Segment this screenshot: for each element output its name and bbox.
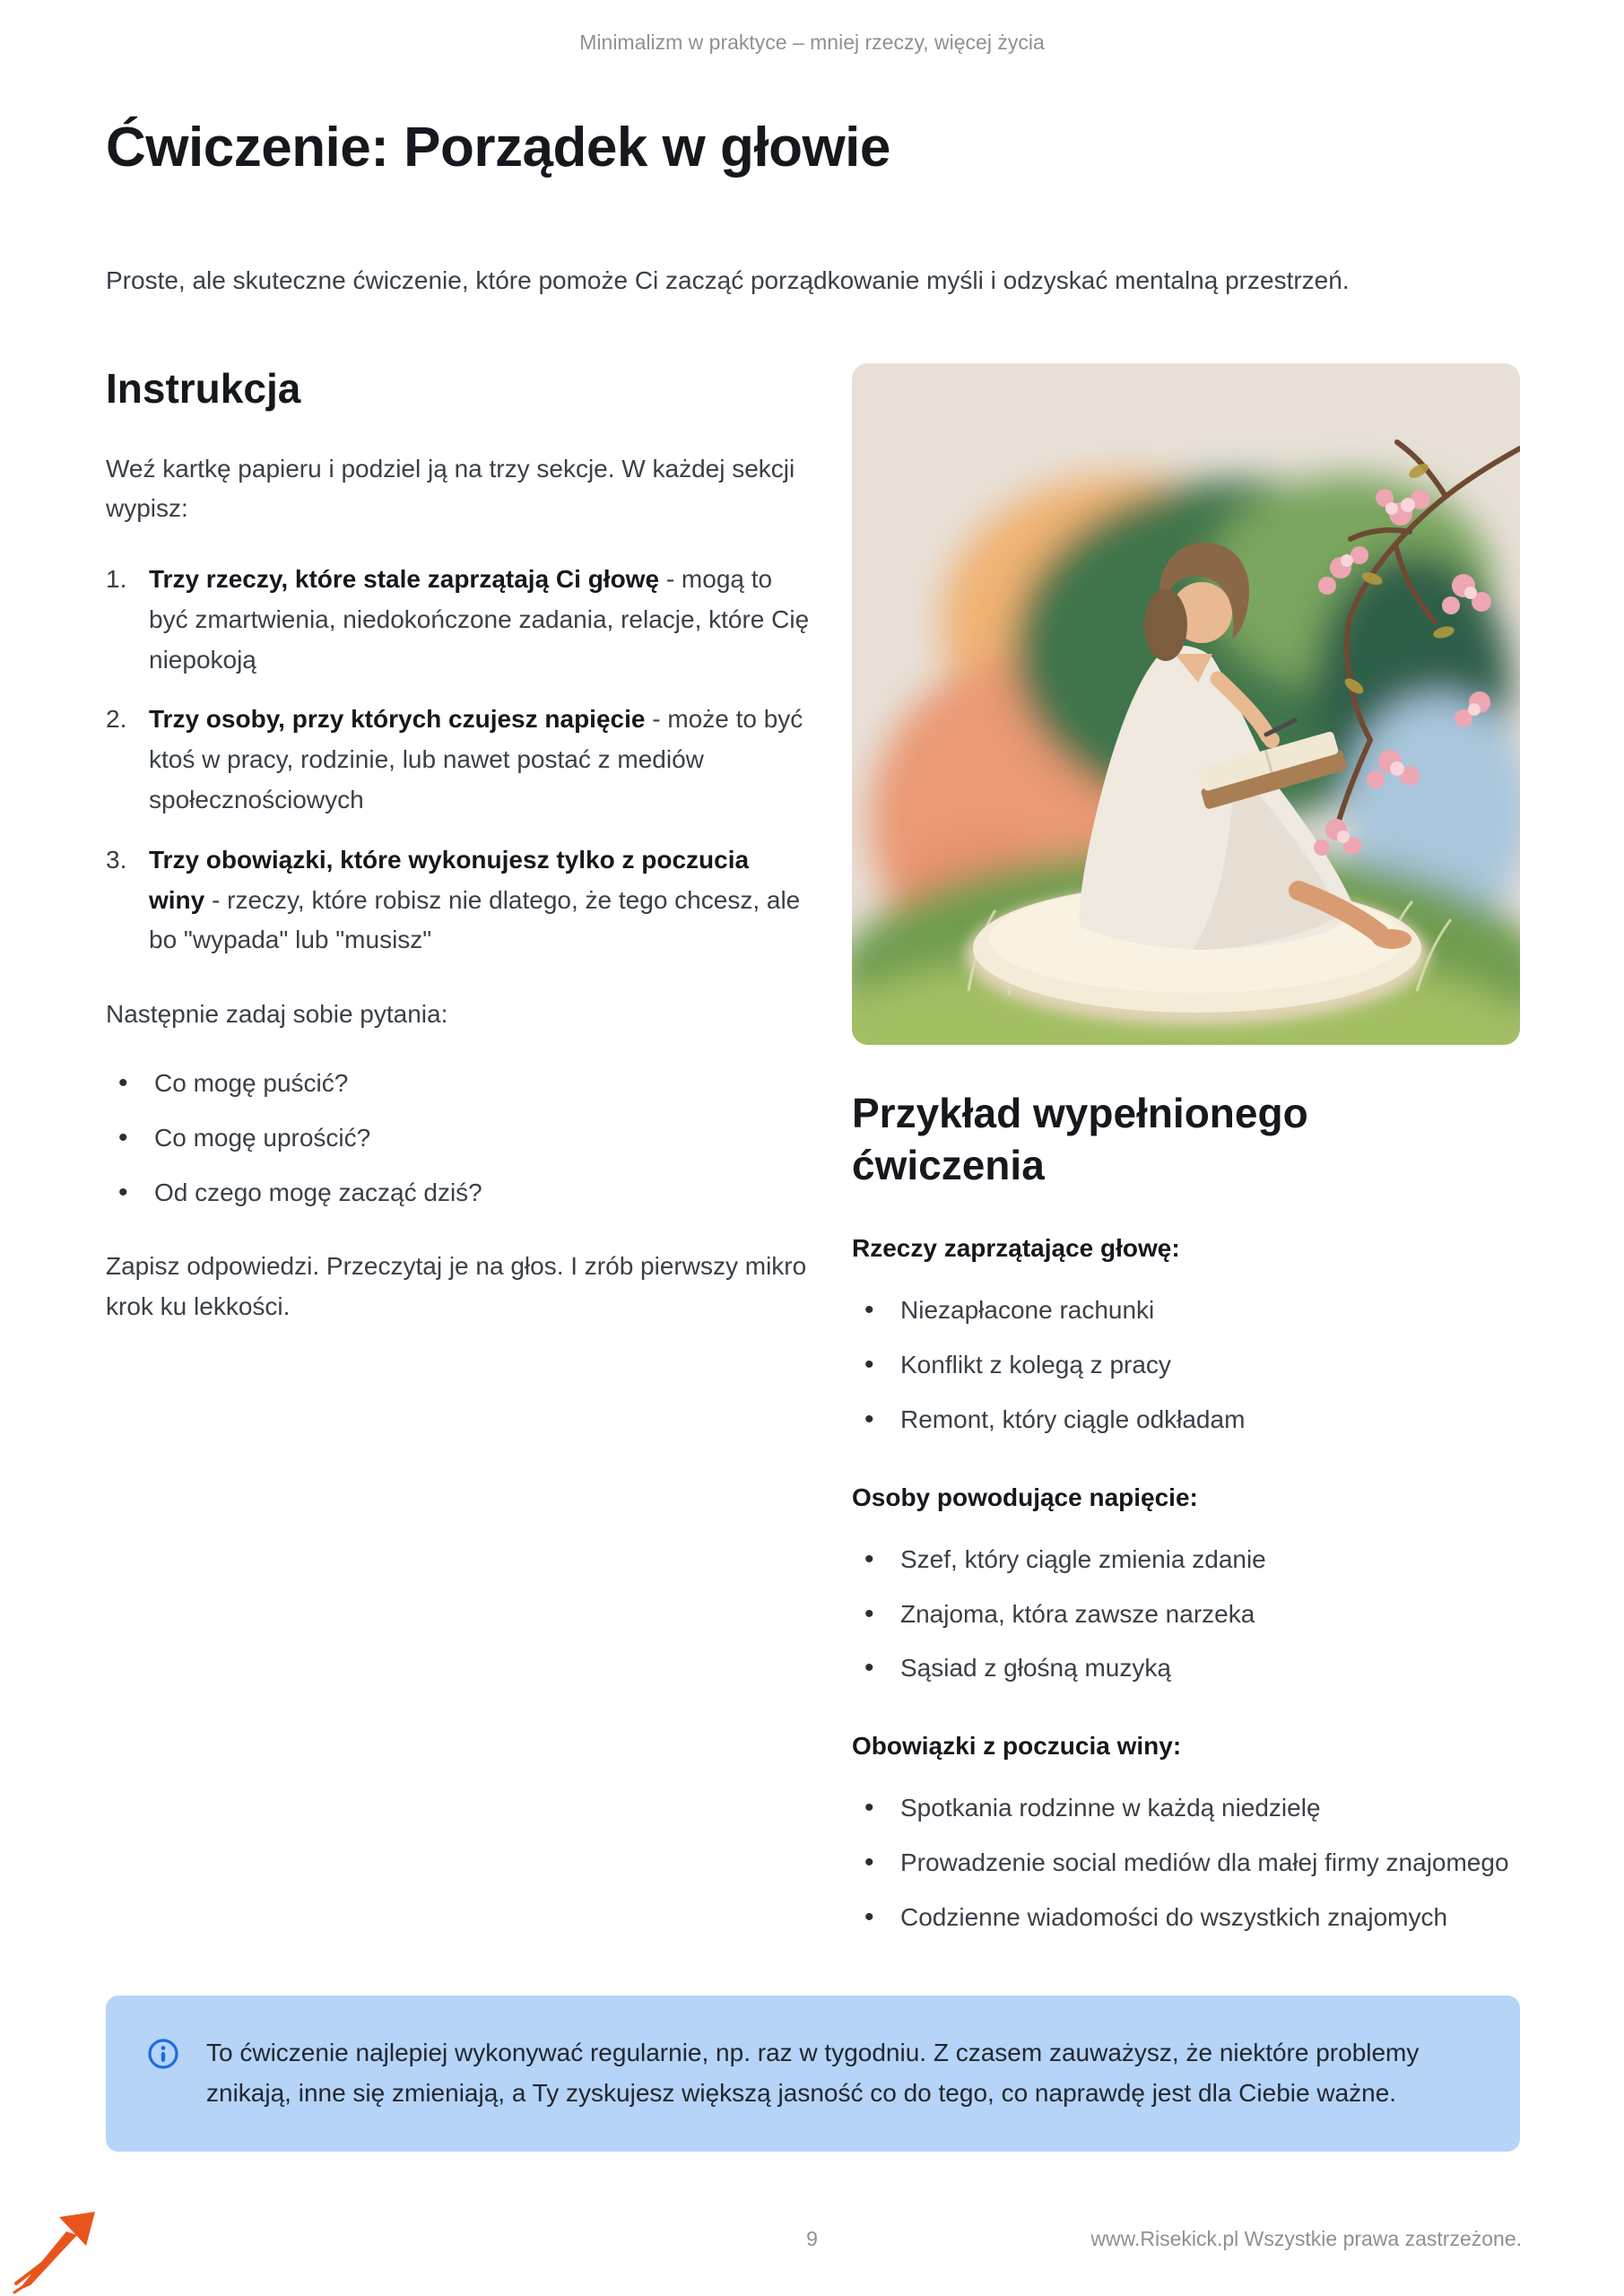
instructions-numbered-list <box>106 560 811 961</box>
callout-text: To ćwiczenie najlepiej wykonywać regularnie, np. raz w tygodniu. Z czasem zauważysz, że niektóre problemy znikają, inne się zmieniają, a Ty zyskujesz większą jasność co do tego, co naprawdę jest dla Ciebie ważne. <box>206 2039 1420 2107</box>
closing-paragraph: Zapisz odpowiedzi. Przeczytaj je na głos. I zrób pierwszy mikro krok ku lekkości. <box>106 1252 807 1321</box>
questions-list <box>106 1064 811 1213</box>
instructions-lead: Weź kartkę papieru i podziel ją na trzy sekcje. W każdej sekcji wypisz: <box>106 454 795 523</box>
page-number: 9 <box>806 2227 818 2250</box>
example-group-label: Rzeczy zaprzątające głowę: <box>852 1234 1180 1262</box>
example-group-list <box>852 1540 1520 1689</box>
illustration-graphic <box>852 363 1520 1045</box>
list-item: • Konflikt z kolegą z pracy <box>864 1345 1520 1386</box>
list-item: • Znajoma, która zawsze narzeka <box>864 1595 1520 1635</box>
list-item: • Spotkania rodzinne w każdą niedzielę <box>864 1788 1520 1829</box>
list-item: • Codzienne wiadomości do wszystkich znajomych <box>864 1898 1520 1938</box>
risekick-arrow-logo <box>11 2208 100 2294</box>
list-item: • Remont, który ciągle odkładam <box>864 1400 1520 1440</box>
list-item-text: Trzy obowiązki, które wykonujesz tylko z poczucia winy - rzeczy, które robisz nie dlatego, że tego chcesz, ale bo "wypada" lub "musisz" <box>149 845 801 954</box>
example-section <box>852 363 1520 1952</box>
list-item: • Sąsiad z głośną muzyką <box>864 1648 1520 1689</box>
list-number: 3. <box>106 845 127 874</box>
questions-lead: Następnie zadaj sobie pytania: <box>106 1000 448 1029</box>
list-item <box>106 560 811 680</box>
instructions-section <box>106 363 811 1952</box>
list-item-text: Trzy rzeczy, które stale zaprzątają Ci głowę - mogą to być zmartwienia, niedokończone zadania, relacje, które Cię niepokoją <box>149 565 810 674</box>
list-number: 1. <box>106 565 127 594</box>
list-item <box>106 840 811 961</box>
instructions-heading: Instrukcja <box>106 365 301 412</box>
example-group-list <box>852 1291 1520 1439</box>
footer-copyright: www.Risekick.pl Wszystkie prawa zastrzeżone. <box>1090 2227 1522 2250</box>
illustration-woman-journaling <box>852 363 1520 1045</box>
list-item: • Od czego mogę zacząć dziś? <box>118 1173 811 1213</box>
example-group-label: Osoby powodujące napięcie: <box>852 1483 1198 1511</box>
example-group-label: Obowiązki z poczucia winy: <box>852 1732 1182 1761</box>
list-item <box>106 700 811 820</box>
intro-paragraph: Proste, ale skuteczne ćwiczenie, które pomoże Ci zacząć porządkowanie myśli i odzyskać mentalną przestrzeń. <box>106 266 1350 294</box>
running-header: Minimalizm w praktyce – mniej rzeczy, więcej życia <box>579 30 1045 54</box>
list-item-text: Trzy osoby, przy których czujesz napięcie - może to być ktoś w pracy, rodzinie, lub nawet postać z mediów społecznościowych <box>149 705 803 814</box>
info-callout <box>106 1996 1520 2152</box>
list-item: • Niezapłacone rachunki <box>864 1291 1520 1331</box>
content-columns <box>106 363 1520 1952</box>
page-title: Ćwiczenie: Porządek w głowie <box>106 117 890 178</box>
list-item: • Co mogę puścić? <box>118 1064 811 1104</box>
list-number: 2. <box>106 705 127 734</box>
list-item: • Szef, który ciągle zmienia zdanie <box>864 1540 1520 1580</box>
list-item: • Co mogę uprościć? <box>118 1118 811 1159</box>
info-icon <box>147 2038 179 2070</box>
example-heading: Przykład wypełnionego ćwiczenia <box>852 1090 1308 1188</box>
list-item: • Prowadzenie social mediów dla małej firmy znajomego <box>864 1843 1520 1883</box>
example-group-list <box>852 1788 1520 1937</box>
